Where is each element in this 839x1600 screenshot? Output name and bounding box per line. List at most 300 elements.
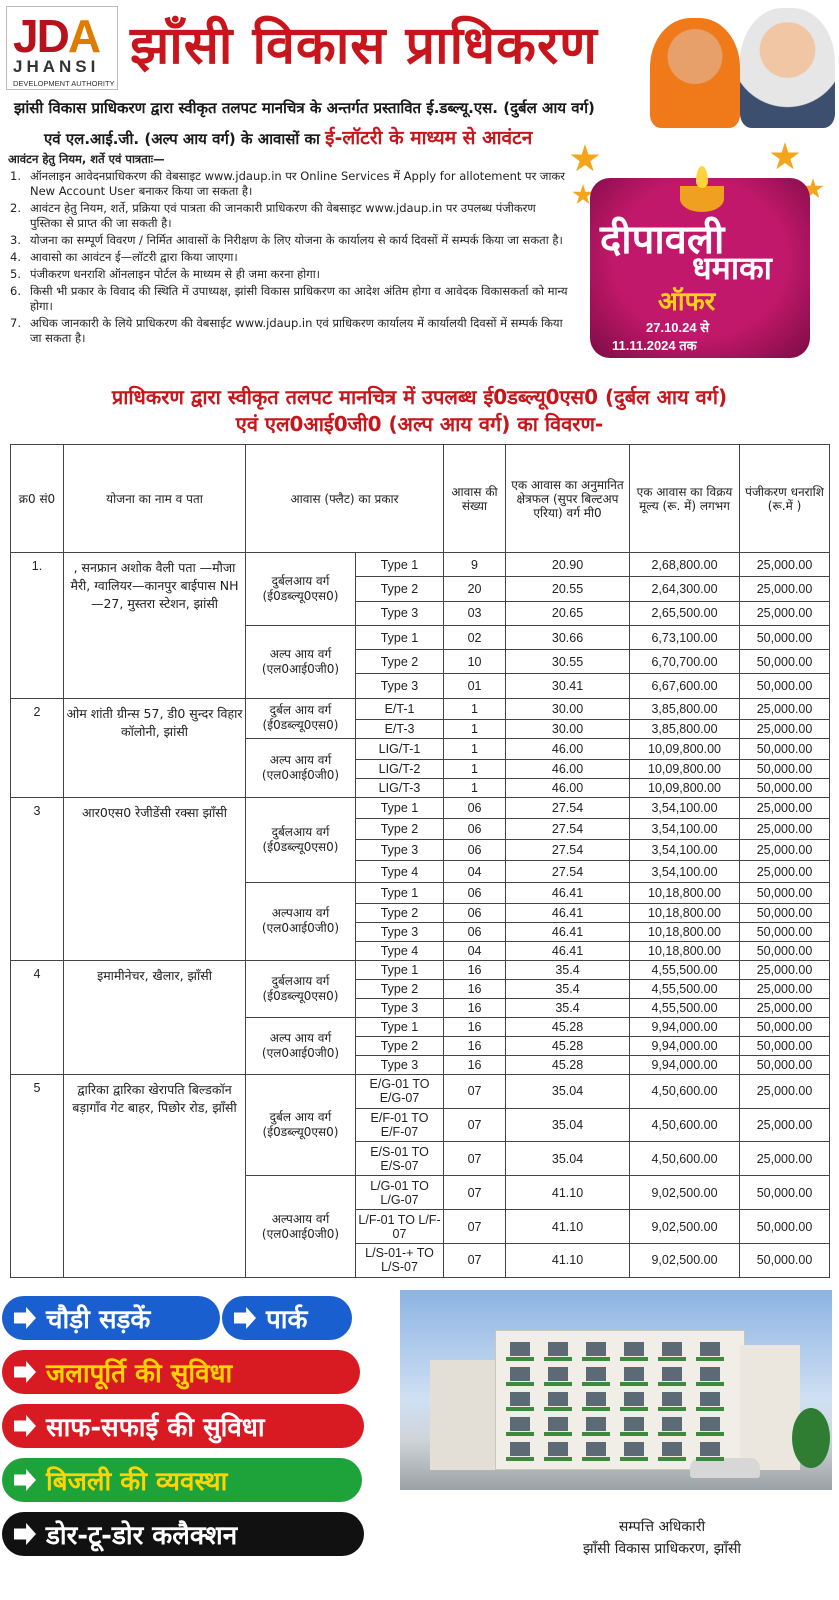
cell-flat-type: E/G-01 TO E/G-07 — [356, 1074, 444, 1108]
cell-unit-count: 1 — [444, 698, 506, 719]
offer-word-dhamaka: धमाका — [692, 249, 772, 287]
cell-area: 27.54 — [506, 819, 630, 840]
balcony-plant-shape — [696, 1407, 724, 1411]
cell-registration-amount: 50,000.00 — [740, 1243, 830, 1277]
cell-flat-type: Type 2 — [356, 903, 444, 922]
balcony-plant-shape — [582, 1382, 610, 1386]
cell-price: 2,68,800.00 — [630, 553, 740, 577]
cell-registration-amount: 50,000.00 — [740, 1210, 830, 1244]
cell-registration-amount: 50,000.00 — [740, 903, 830, 922]
cell-flat-type: Type 3 — [356, 601, 444, 625]
cell-income-category: दुर्बलआय वर्ग (ई0डब्ल्यू0एस0) — [246, 960, 356, 1017]
cell-scheme-name: आर0एस0 रेजीडेंसी रक्सा झाँसी — [64, 798, 246, 961]
cell-unit-count: 07 — [444, 1074, 506, 1108]
balcony-plant-shape — [582, 1357, 610, 1361]
rule-item — [8, 284, 568, 314]
arrow-right-icon — [14, 1307, 36, 1329]
cell-area: 41.10 — [506, 1243, 630, 1277]
rule-text: आवासो का आवंटन ई—लॉटरी द्वारा किया जाएगा। — [30, 250, 238, 264]
cell-flat-type: Type 2 — [356, 1036, 444, 1055]
cell-area: 27.54 — [506, 798, 630, 819]
header-reg: पंजीकरण धनराशि (रू.में ) — [740, 445, 830, 553]
balcony-plant-shape — [658, 1407, 686, 1411]
logo-name: JHANSI — [13, 57, 100, 76]
cell-registration-amount: 25,000.00 — [740, 719, 830, 738]
cell-unit-count: 07 — [444, 1108, 506, 1142]
balcony-plant-shape — [658, 1382, 686, 1386]
rules-title: आवंटन हेतु नियम, शर्ते एवं पात्रताः— — [8, 152, 165, 166]
arrow-right-icon — [14, 1523, 36, 1545]
rule-text: किसी भी प्रकार के विवाद की स्थिति में उपाध्यक्ष, झांसी विकास प्राधिकरण का आदेश अंतिम होगा व आवेदक विकासकर्ता को मान्य होगा। — [30, 284, 568, 313]
table-body — [11, 553, 830, 1278]
balcony-plant-shape — [582, 1407, 610, 1411]
window-shape — [624, 1442, 644, 1456]
cell-serial-number: 3 — [11, 798, 64, 961]
page-title: झाँसी विकास प्राधिकरण — [130, 16, 598, 76]
cell-registration-amount: 50,000.00 — [740, 779, 830, 798]
cell-registration-amount: 50,000.00 — [740, 760, 830, 779]
cell-flat-type: Type 4 — [356, 861, 444, 882]
balcony-plant-shape — [696, 1432, 724, 1436]
cell-unit-count: 01 — [444, 674, 506, 698]
rule-number: 7. — [10, 316, 21, 330]
window-shape — [586, 1442, 606, 1456]
header-count: आवास की संख्या — [444, 445, 506, 553]
table-heading-line-2: एवं एल0आई0जी0 (अल्प आय वर्ग) का विवरण- — [235, 412, 604, 436]
cell-area: 46.41 — [506, 922, 630, 941]
cell-income-category: अल्प आय वर्ग (एल0आई0जी0) — [246, 625, 356, 698]
star-icon — [570, 144, 600, 174]
cell-price: 3,85,800.00 — [630, 698, 740, 719]
cell-price: 4,50,600.00 — [630, 1142, 740, 1176]
cell-price: 9,94,000.00 — [630, 1055, 740, 1074]
window-shape — [548, 1342, 568, 1356]
cell-price: 6,70,700.00 — [630, 650, 740, 674]
cell-price: 3,54,100.00 — [630, 798, 740, 819]
cell-area: 35.04 — [506, 1142, 630, 1176]
window-shape — [662, 1442, 682, 1456]
cell-unit-count: 06 — [444, 882, 506, 903]
rule-item — [8, 316, 568, 346]
cell-unit-count: 06 — [444, 840, 506, 861]
window-shape — [510, 1342, 530, 1356]
logo-letters: JD — [13, 10, 68, 62]
portrait-photo-right — [740, 8, 835, 128]
window-shape — [700, 1417, 720, 1431]
cell-price: 10,09,800.00 — [630, 738, 740, 759]
balcony-plant-shape — [658, 1357, 686, 1361]
cell-unit-count: 04 — [444, 941, 506, 960]
cell-flat-type: Type 1 — [356, 798, 444, 819]
window-shape — [662, 1417, 682, 1431]
cell-price: 9,02,500.00 — [630, 1176, 740, 1210]
cell-area: 35.4 — [506, 998, 630, 1017]
cell-flat-type: E/T-3 — [356, 719, 444, 738]
e-lottery-highlight: ई-लॉटरी के माध्यम से आवंटन — [325, 127, 533, 149]
window-shape — [548, 1417, 568, 1431]
cell-area: 46.00 — [506, 738, 630, 759]
amenity-label: जलापूर्ति की सुविधा — [46, 1359, 233, 1389]
tree-shape — [792, 1408, 830, 1468]
amenity-label: पार्क — [266, 1305, 308, 1335]
cell-flat-type: Type 2 — [356, 819, 444, 840]
cell-registration-amount: 50,000.00 — [740, 1176, 830, 1210]
window-shape — [548, 1442, 568, 1456]
rule-number: 1. — [10, 169, 21, 183]
cell-area: 30.66 — [506, 625, 630, 649]
header-area: एक आवास का अनुमानित क्षेत्रफल (सुपर बिल्टअप एरिया) वर्ग मी0 — [506, 445, 630, 553]
cell-price: 4,55,500.00 — [630, 960, 740, 979]
rule-item — [8, 233, 568, 248]
star-icon — [770, 142, 800, 172]
cell-registration-amount: 25,000.00 — [740, 840, 830, 861]
window-shape — [586, 1367, 606, 1381]
balcony-plant-shape — [544, 1407, 572, 1411]
cell-unit-count: 20 — [444, 577, 506, 601]
cell-registration-amount: 25,000.00 — [740, 1074, 830, 1108]
balcony-plant-shape — [544, 1432, 572, 1436]
cell-registration-amount: 25,000.00 — [740, 698, 830, 719]
rule-number: 6. — [10, 284, 21, 298]
cell-area: 27.54 — [506, 840, 630, 861]
cell-registration-amount: 50,000.00 — [740, 882, 830, 903]
cell-flat-type: Type 1 — [356, 882, 444, 903]
cell-income-category: अल्प आय वर्ग (एल0आई0जी0) — [246, 1017, 356, 1074]
cell-price: 10,09,800.00 — [630, 779, 740, 798]
cell-unit-count: 06 — [444, 798, 506, 819]
cell-price: 10,18,800.00 — [630, 922, 740, 941]
cell-flat-type: Type 3 — [356, 1055, 444, 1074]
car-shape — [690, 1458, 760, 1478]
window-shape — [586, 1417, 606, 1431]
amenity-label: साफ-सफाई की सुविधा — [46, 1413, 265, 1443]
header-name: योजना का नाम व पता — [64, 445, 246, 553]
cell-flat-type: E/T-1 — [356, 698, 444, 719]
cell-income-category: अल्पआय वर्ग (एल0आई0जी0) — [246, 1176, 356, 1278]
cell-price: 9,02,500.00 — [630, 1243, 740, 1277]
cell-flat-type: Type 1 — [356, 960, 444, 979]
cell-unit-count: 16 — [444, 1036, 506, 1055]
balcony-plant-shape — [544, 1382, 572, 1386]
window-shape — [624, 1392, 644, 1406]
intro-line-2 — [44, 124, 532, 150]
window-shape — [510, 1392, 530, 1406]
cell-flat-type: Type 3 — [356, 674, 444, 698]
cell-price: 3,54,100.00 — [630, 861, 740, 882]
cell-area: 30.00 — [506, 719, 630, 738]
amenity-water-supply — [2, 1350, 360, 1394]
flame-icon — [696, 166, 708, 188]
balcony-plant-shape — [620, 1382, 648, 1386]
window-shape — [510, 1417, 530, 1431]
window-shape — [700, 1342, 720, 1356]
table-row — [11, 960, 830, 979]
cell-flat-type: Type 2 — [356, 979, 444, 998]
cell-scheme-name: इमामीनेचर, खैलार, झाँसी — [64, 960, 246, 1074]
cell-unit-count: 07 — [444, 1176, 506, 1210]
cell-registration-amount: 50,000.00 — [740, 625, 830, 649]
cell-registration-amount: 25,000.00 — [740, 601, 830, 625]
cell-unit-count: 9 — [444, 553, 506, 577]
cell-registration-amount: 25,000.00 — [740, 819, 830, 840]
cell-price: 10,18,800.00 — [630, 882, 740, 903]
cell-registration-amount: 25,000.00 — [740, 1142, 830, 1176]
cell-registration-amount: 50,000.00 — [740, 941, 830, 960]
cell-registration-amount: 50,000.00 — [740, 1036, 830, 1055]
cell-flat-type: Type 2 — [356, 577, 444, 601]
signature-block — [512, 1516, 812, 1560]
window-shape — [700, 1367, 720, 1381]
rule-number: 4. — [10, 250, 21, 264]
cell-registration-amount: 25,000.00 — [740, 577, 830, 601]
cell-unit-count: 16 — [444, 979, 506, 998]
cell-income-category: दुर्बल आय वर्ग (ई0डब्ल्यू0एस0) — [246, 698, 356, 738]
rule-item — [8, 267, 568, 282]
building-right-block — [740, 1345, 800, 1470]
cell-price: 6,67,600.00 — [630, 674, 740, 698]
cell-income-category: अल्प आय वर्ग (एल0आई0जी0) — [246, 738, 356, 797]
cell-price: 2,64,300.00 — [630, 577, 740, 601]
window-shape — [548, 1367, 568, 1381]
balcony-plant-shape — [620, 1357, 648, 1361]
rule-text: अधिक जानकारी के लिये प्राधिकरण की वेबसाईट www.jdaup.in एवं प्राधिकरण कार्यालय में कार्यालयी दिवसों में सम्पर्क किया जा सकता है। — [30, 316, 563, 345]
cell-serial-number: 2 — [11, 698, 64, 797]
cell-unit-count: 16 — [444, 998, 506, 1017]
arrow-right-icon — [14, 1361, 36, 1383]
rule-item — [8, 201, 568, 231]
cell-area: 45.28 — [506, 1036, 630, 1055]
window-shape — [586, 1392, 606, 1406]
balcony-plant-shape — [658, 1432, 686, 1436]
cell-area: 41.10 — [506, 1210, 630, 1244]
cell-unit-count: 1 — [444, 738, 506, 759]
amenity-electricity — [2, 1458, 362, 1502]
table-row — [11, 553, 830, 577]
window-shape — [700, 1392, 720, 1406]
balcony-plant-shape — [696, 1382, 724, 1386]
cell-unit-count: 06 — [444, 819, 506, 840]
cell-flat-type: E/S-01 TO E/S-07 — [356, 1142, 444, 1176]
cell-price: 3,54,100.00 — [630, 840, 740, 861]
jda-logo — [6, 6, 118, 90]
arrow-right-icon — [234, 1307, 256, 1329]
cell-flat-type: L/G-01 TO L/G-07 — [356, 1176, 444, 1210]
cell-registration-amount: 50,000.00 — [740, 1017, 830, 1036]
balcony-plant-shape — [506, 1407, 534, 1411]
amenity-sanitation — [2, 1404, 364, 1448]
header-price: एक आवास का विक्रय मूल्य (रू. में) लगभग — [630, 445, 740, 553]
cell-area: 41.10 — [506, 1176, 630, 1210]
balcony-plant-shape — [506, 1432, 534, 1436]
cell-price: 4,55,500.00 — [630, 998, 740, 1017]
cell-registration-amount: 50,000.00 — [740, 674, 830, 698]
cell-area: 20.55 — [506, 577, 630, 601]
cell-flat-type: L/F-01 TO L/F-07 — [356, 1210, 444, 1244]
intro-line-2-prefix: एवं एल.आई.जी. (अल्प आय वर्ग) के आवासों का — [44, 130, 326, 148]
amenity-label: चौड़ी सड़कें — [46, 1305, 151, 1335]
window-shape — [510, 1442, 530, 1456]
cell-scheme-name: , सनफ्रान अशोक वैली पता —मौजा मैरी, ग्वालियर—कानपुर बाईपास NH—27, मुस्तरा स्टेशन, झांसी — [64, 553, 246, 699]
cell-price: 9,94,000.00 — [630, 1036, 740, 1055]
rule-number: 5. — [10, 267, 21, 281]
arrow-right-icon — [14, 1469, 36, 1491]
rule-text: योजना का सम्पूर्ण विवरण / निर्मित आवासों के निरीक्षण के लिए योजना के कार्यालय से कार्य दिवसों में सम्पर्क किया जा सकता है। — [30, 233, 563, 247]
scheme-table — [10, 444, 830, 1278]
cell-flat-type: Type 1 — [356, 1017, 444, 1036]
window-shape — [624, 1342, 644, 1356]
cell-flat-type: L/S-01-+ TO L/S-07 — [356, 1243, 444, 1277]
balcony-plant-shape — [582, 1457, 610, 1461]
diwali-offer-badge — [570, 138, 834, 370]
cell-price: 9,94,000.00 — [630, 1017, 740, 1036]
amenity-park — [222, 1296, 352, 1340]
cell-area: 35.4 — [506, 960, 630, 979]
cell-area: 45.28 — [506, 1055, 630, 1074]
cell-area: 46.00 — [506, 760, 630, 779]
table-row — [11, 798, 830, 819]
cell-price: 9,02,500.00 — [630, 1210, 740, 1244]
window-shape — [700, 1442, 720, 1456]
cell-unit-count: 03 — [444, 601, 506, 625]
cell-area: 45.28 — [506, 1017, 630, 1036]
window-shape — [624, 1417, 644, 1431]
cell-registration-amount: 25,000.00 — [740, 861, 830, 882]
balcony-plant-shape — [620, 1407, 648, 1411]
amenity-wide-roads — [2, 1296, 220, 1340]
cell-price: 4,50,600.00 — [630, 1108, 740, 1142]
rule-number: 2. — [10, 201, 21, 215]
cell-area: 27.54 — [506, 861, 630, 882]
cell-area: 30.55 — [506, 650, 630, 674]
cell-area: 46.00 — [506, 779, 630, 798]
cell-price: 3,85,800.00 — [630, 719, 740, 738]
logo-mark — [13, 9, 99, 63]
intro-line-1: झांसी विकास प्राधिकरण द्वारा स्वीकृत तलपट मानचित्र के अन्तर्गत प्रस्तावित ई.डब्ल्यू.एस. (दुर्बल आय वर्ग) — [14, 99, 595, 117]
window-shape — [662, 1342, 682, 1356]
cell-flat-type: Type 1 — [356, 553, 444, 577]
cell-registration-amount: 25,000.00 — [740, 1108, 830, 1142]
cell-registration-amount: 50,000.00 — [740, 650, 830, 674]
cell-income-category: दुर्बल आय वर्ग (ई0डब्ल्यू0एस0) — [246, 1074, 356, 1175]
rule-item — [8, 250, 568, 265]
cell-unit-count: 10 — [444, 650, 506, 674]
cell-serial-number: 4 — [11, 960, 64, 1074]
portrait-photo-left — [650, 18, 740, 128]
cell-scheme-name: द्वारिका द्वारिका खेरापति बिल्डकॉन बड़ागाँव गेट बाहर, पिछोर रोड, झाँसी — [64, 1074, 246, 1277]
balcony-plant-shape — [696, 1357, 724, 1361]
table-row — [11, 698, 830, 719]
amenity-label: डोर-टू-डोर कलैक्शन — [46, 1521, 238, 1551]
balcony-plant-shape — [544, 1457, 572, 1461]
cell-income-category: अल्पआय वर्ग (एल0आई0जी0) — [246, 882, 356, 960]
header-sno: क्र0 सं0 — [11, 445, 64, 553]
balcony-plant-shape — [506, 1382, 534, 1386]
cell-registration-amount: 50,000.00 — [740, 738, 830, 759]
cell-flat-type: Type 2 — [356, 650, 444, 674]
cell-price: 3,54,100.00 — [630, 819, 740, 840]
cell-registration-amount: 25,000.00 — [740, 798, 830, 819]
rule-text: ऑनलाइन आवेदनप्राधिकरण की वेबसाइट www.jdaup.in पर Online Services में Apply for allotement पर जाकर New Account User बनाकर किया जा सकता है। — [30, 169, 565, 198]
cell-unit-count: 1 — [444, 779, 506, 798]
cell-area: 35.04 — [506, 1074, 630, 1108]
cell-serial-number: 1. — [11, 553, 64, 699]
cell-area: 35.04 — [506, 1108, 630, 1142]
cell-area: 46.41 — [506, 941, 630, 960]
leader-portraits — [640, 8, 839, 136]
cell-scheme-name: ओम शांती ग्रीन्स 57, डी0 सुन्दर विहार कॉलोनी, झांसी — [64, 698, 246, 797]
cell-price: 4,55,500.00 — [630, 979, 740, 998]
cell-registration-amount: 25,000.00 — [740, 979, 830, 998]
cell-flat-type: Type 3 — [356, 840, 444, 861]
window-shape — [548, 1392, 568, 1406]
rule-item — [8, 169, 568, 199]
cell-area: 20.65 — [506, 601, 630, 625]
logo-subtitle: DEVELOPMENT AUTHORITY — [13, 79, 115, 88]
cell-flat-type: LIG/T-3 — [356, 779, 444, 798]
rule-number: 3. — [10, 233, 21, 247]
balcony-plant-shape — [620, 1432, 648, 1436]
cell-unit-count: 06 — [444, 922, 506, 941]
cell-area: 20.90 — [506, 553, 630, 577]
cell-registration-amount: 50,000.00 — [740, 1055, 830, 1074]
balcony-plant-shape — [620, 1457, 648, 1461]
cell-unit-count: 16 — [444, 1017, 506, 1036]
balcony-plant-shape — [506, 1357, 534, 1361]
cell-area: 46.41 — [506, 882, 630, 903]
balcony-plant-shape — [544, 1357, 572, 1361]
window-shape — [624, 1367, 644, 1381]
cell-income-category: दुर्बलआय वर्ग (ई0डब्ल्यू0एस0) — [246, 798, 356, 883]
cell-price: 10,18,800.00 — [630, 941, 740, 960]
cell-unit-count: 02 — [444, 625, 506, 649]
logo-letter-a: A — [67, 10, 100, 62]
window-shape — [662, 1392, 682, 1406]
cell-flat-type: LIG/T-1 — [356, 738, 444, 759]
cell-unit-count: 16 — [444, 1055, 506, 1074]
offer-word-diwali: दीपावली — [600, 217, 725, 263]
cell-area: 30.41 — [506, 674, 630, 698]
cell-unit-count: 07 — [444, 1142, 506, 1176]
apartment-building-photo — [400, 1290, 832, 1490]
allotment-rules — [8, 152, 568, 348]
amenity-label: बिजली की व्यवस्था — [46, 1467, 228, 1497]
cell-flat-type: Type 1 — [356, 625, 444, 649]
rule-text: आवंटन हेतु नियम, शर्ते, प्रक्रिया एवं पात्रता की जानकारी प्राधिकरण की वेबसाइट www.jdaup.in पर उपलब्ध पंजीकरण पुस्तिका से प्राप्त की जा सकती है। — [30, 201, 536, 230]
cell-income-category: दुर्बलआय वर्ग (ई0डब्ल्यू0एस0) — [246, 553, 356, 626]
header-type: आवास (फ्लैट) का प्रकार — [246, 445, 444, 553]
amenity-door-to-door — [2, 1512, 364, 1556]
cell-price: 4,50,600.00 — [630, 1074, 740, 1108]
window-shape — [586, 1342, 606, 1356]
cell-flat-type: Type 4 — [356, 941, 444, 960]
cell-unit-count: 04 — [444, 861, 506, 882]
balcony-plant-shape — [582, 1432, 610, 1436]
balcony-plant-shape — [658, 1457, 686, 1461]
arrow-right-icon — [14, 1415, 36, 1437]
table-header-row — [11, 445, 830, 553]
cell-unit-count: 1 — [444, 760, 506, 779]
cell-area: 30.00 — [506, 698, 630, 719]
cell-registration-amount: 25,000.00 — [740, 998, 830, 1017]
cell-price: 10,18,800.00 — [630, 903, 740, 922]
signature-title: सम्पत्ति अधिकारी — [618, 1519, 706, 1535]
cell-flat-type: E/F-01 TO E/F-07 — [356, 1108, 444, 1142]
cell-registration-amount: 25,000.00 — [740, 960, 830, 979]
table-heading — [0, 384, 839, 438]
cell-unit-count: 16 — [444, 960, 506, 979]
cell-unit-count: 1 — [444, 719, 506, 738]
cell-unit-count: 07 — [444, 1243, 506, 1277]
